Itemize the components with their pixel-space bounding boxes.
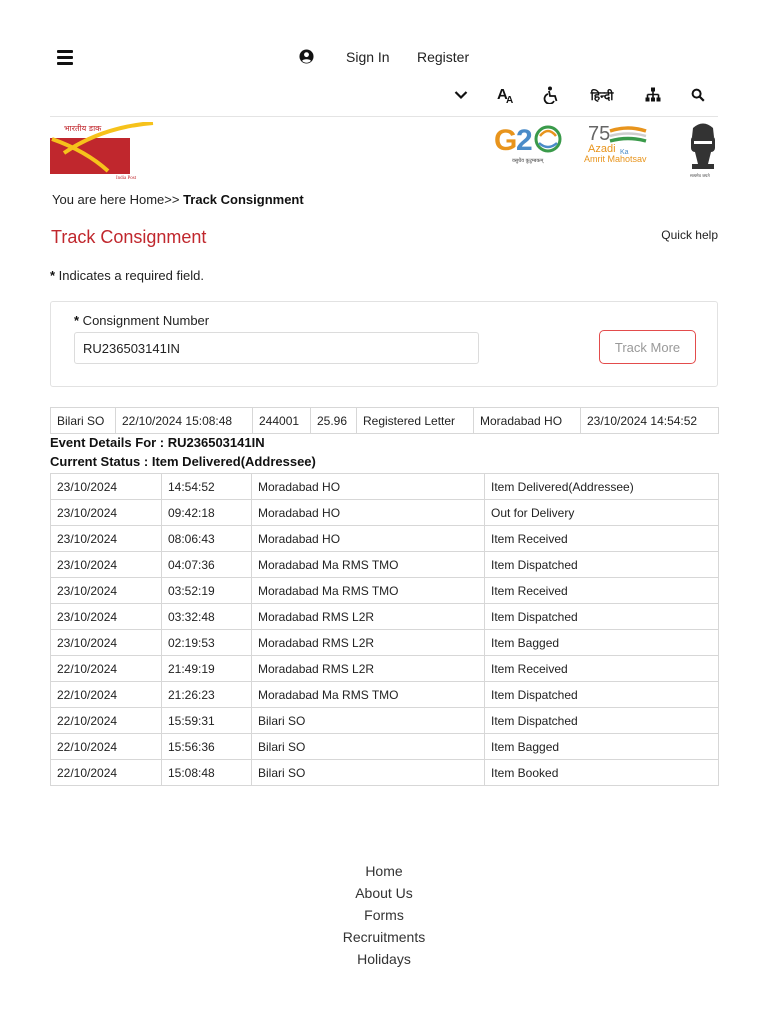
- event-office: Moradabad HO: [252, 474, 485, 500]
- summary-pin: 244001: [253, 408, 311, 434]
- svg-text:A: A: [506, 95, 514, 105]
- event-time: 08:06:43: [162, 526, 252, 552]
- event-date: 22/10/2024: [51, 656, 162, 682]
- accessibility-icon[interactable]: [542, 84, 560, 106]
- table-row: [51, 604, 719, 630]
- summary-delivered-on: 23/10/2024 14:54:52: [581, 408, 719, 434]
- table-row: [51, 578, 719, 604]
- hindi-language-toggle[interactable]: हिन्दी: [590, 88, 614, 103]
- g20-logo: [494, 122, 569, 164]
- table-row: [51, 526, 719, 552]
- event-office: Moradabad RMS L2R: [252, 604, 485, 630]
- footer-link-about-us[interactable]: About Us: [355, 885, 413, 901]
- event-office: Moradabad RMS L2R: [252, 656, 485, 682]
- event-office: Bilari SO: [252, 708, 485, 734]
- event-description: Item Received: [485, 578, 719, 604]
- summary-row: [51, 408, 719, 434]
- table-row: [51, 474, 719, 500]
- event-description: Item Bagged: [485, 630, 719, 656]
- event-description: Item Dispatched: [485, 708, 719, 734]
- sign-in-link[interactable]: Sign In: [346, 49, 390, 65]
- event-time: 03:32:48: [162, 604, 252, 630]
- table-row: [51, 500, 719, 526]
- footer-link-recruitments[interactable]: Recruitments: [342, 929, 426, 945]
- summary-destination: Moradabad HO: [474, 408, 581, 434]
- event-time: 15:59:31: [162, 708, 252, 734]
- event-description: Item Dispatched: [485, 552, 719, 578]
- user-icon: [299, 49, 314, 64]
- event-description: Item Delivered(Addressee): [485, 474, 719, 500]
- national-emblem-logo: [683, 120, 723, 180]
- summary-article-type: Registered Letter: [357, 408, 474, 434]
- logo-row: [0, 120, 768, 182]
- required-note-text: Indicates a required field.: [55, 268, 204, 283]
- table-row: [51, 682, 719, 708]
- consignment-number-input[interactable]: [74, 332, 479, 364]
- event-time: 21:26:23: [162, 682, 252, 708]
- event-time: 09:42:18: [162, 500, 252, 526]
- table-row: [51, 760, 719, 786]
- required-field-note: [50, 268, 204, 283]
- event-date: 23/10/2024: [51, 604, 162, 630]
- event-office: Moradabad Ma RMS TMO: [252, 552, 485, 578]
- event-office: Moradabad Ma RMS TMO: [252, 578, 485, 604]
- top-bar: [0, 38, 768, 76]
- svg-text:सत्यमेव जयते: सत्यमेव जयते: [690, 173, 710, 178]
- event-date: 23/10/2024: [51, 552, 162, 578]
- consignment-label-text: Consignment Number: [79, 313, 210, 328]
- event-date: 22/10/2024: [51, 682, 162, 708]
- svg-text:वसुधैव कुटुम्बकम्: वसुधैव कुटुम्बकम्: [512, 158, 544, 164]
- summary-booked-on: 22/10/2024 15:08:48: [116, 408, 253, 434]
- tracking-events-table: [50, 473, 719, 786]
- tracking-form: [50, 301, 718, 387]
- menu-icon[interactable]: [57, 50, 73, 64]
- footer-link-forms[interactable]: Forms: [364, 907, 404, 923]
- table-row: [51, 656, 719, 682]
- event-office: Moradabad Ma RMS TMO: [252, 682, 485, 708]
- azadi-ka-amrit-mahotsav-logo: [584, 120, 664, 168]
- event-time: 15:56:36: [162, 734, 252, 760]
- footer-link-home[interactable]: Home: [365, 863, 403, 879]
- accessibility-toolbar: [0, 84, 768, 108]
- event-date: 23/10/2024: [51, 630, 162, 656]
- event-office: Bilari SO: [252, 734, 485, 760]
- chevron-down-icon[interactable]: [452, 84, 470, 106]
- event-office: Bilari SO: [252, 760, 485, 786]
- page-title: Track Consignment: [51, 227, 207, 247]
- svg-text:75: 75: [588, 123, 611, 145]
- footer-link-holidays[interactable]: Holidays: [357, 951, 411, 967]
- table-row: [51, 708, 719, 734]
- breadcrumb-current: Track Consignment: [183, 192, 304, 207]
- breadcrumb-prefix[interactable]: You are here Home>>: [52, 192, 184, 207]
- event-description: Item Bagged: [485, 734, 719, 760]
- track-more-button[interactable]: Track More: [599, 330, 696, 364]
- event-time: 02:19:53: [162, 630, 252, 656]
- event-details-heading: Event Details For : RU236503141IN: [50, 435, 265, 450]
- event-date: 23/10/2024: [51, 500, 162, 526]
- summary-origin: Bilari SO: [51, 408, 116, 434]
- india-post-logo[interactable]: [50, 122, 156, 180]
- event-description: Item Booked: [485, 760, 719, 786]
- event-date: 23/10/2024: [51, 526, 162, 552]
- summary-tariff: 25.96: [311, 408, 357, 434]
- sitemap-icon[interactable]: [644, 84, 662, 106]
- consignment-number-label: [74, 313, 209, 328]
- required-star: *: [50, 268, 56, 283]
- quick-help-link[interactable]: Quick help: [661, 228, 718, 242]
- svg-text:Azadi: Azadi: [588, 143, 616, 155]
- event-office: Moradabad RMS L2R: [252, 630, 485, 656]
- event-time: 04:07:36: [162, 552, 252, 578]
- consignment-label-star: *: [74, 313, 80, 328]
- breadcrumb: [52, 192, 304, 207]
- footer-links: [0, 860, 768, 970]
- search-icon[interactable]: [689, 84, 707, 106]
- svg-text:G: G: [494, 124, 518, 157]
- event-time: 14:54:52: [162, 474, 252, 500]
- event-date: 23/10/2024: [51, 474, 162, 500]
- event-time: 21:49:19: [162, 656, 252, 682]
- font-size-icon[interactable]: [495, 84, 517, 106]
- event-office: Moradabad HO: [252, 526, 485, 552]
- event-date: 22/10/2024: [51, 734, 162, 760]
- consignment-summary-table: [50, 407, 719, 434]
- event-time: 15:08:48: [162, 760, 252, 786]
- event-time: 03:52:19: [162, 578, 252, 604]
- table-row: [51, 734, 719, 760]
- svg-text:A: A: [497, 86, 508, 103]
- event-office: Moradabad HO: [252, 500, 485, 526]
- event-description: Item Dispatched: [485, 682, 719, 708]
- svg-text:Ka: Ka: [620, 149, 629, 156]
- svg-text:2: 2: [516, 124, 533, 157]
- svg-text:India Post: India Post: [116, 176, 137, 180]
- event-description: Item Dispatched: [485, 604, 719, 630]
- event-date: 23/10/2024: [51, 578, 162, 604]
- event-description: Item Received: [485, 656, 719, 682]
- svg-text:Amrit Mahotsav: Amrit Mahotsav: [584, 154, 647, 164]
- table-row: [51, 552, 719, 578]
- event-date: 22/10/2024: [51, 760, 162, 786]
- current-status: Current Status : Item Delivered(Addressee): [50, 454, 316, 469]
- event-description: Item Received: [485, 526, 719, 552]
- table-row: [51, 630, 719, 656]
- event-date: 22/10/2024: [51, 708, 162, 734]
- svg-text:भारतीय डाक: भारतीय डाक: [64, 124, 102, 133]
- header-divider: [50, 116, 718, 117]
- register-link[interactable]: Register: [417, 49, 470, 65]
- event-description: Out for Delivery: [485, 500, 719, 526]
